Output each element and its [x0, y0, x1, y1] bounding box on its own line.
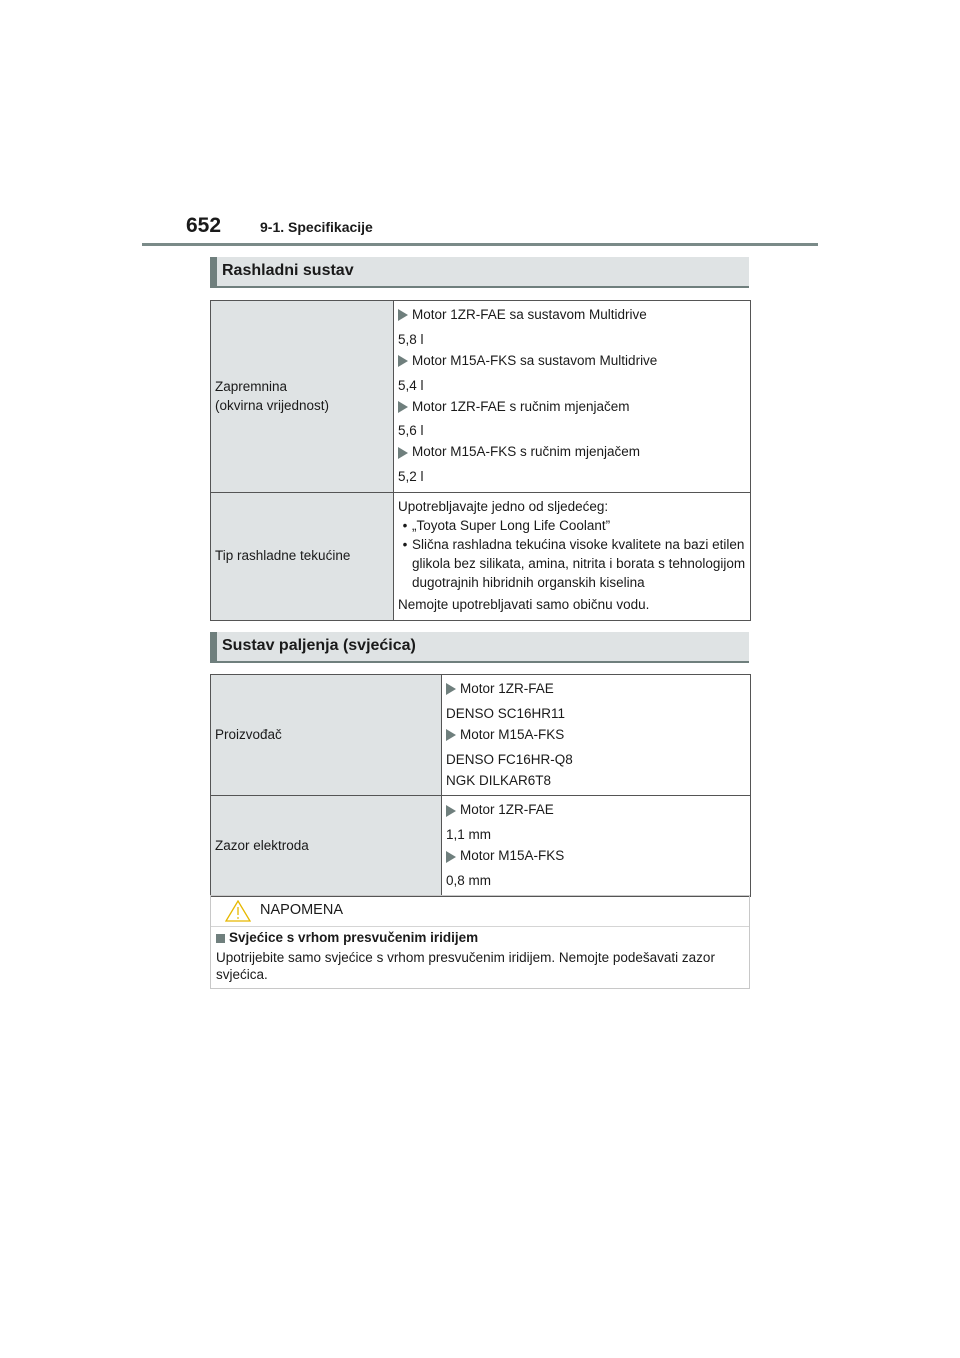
ignition-spec-table: [210, 674, 751, 897]
spark-plug-model: NGK DILKAR6T8: [446, 772, 552, 788]
coolant-type-value-cell: [394, 493, 751, 621]
engine-subheading: Motor 1ZR-FAE sa sustavom Multidrive: [398, 306, 746, 325]
capacity-value-cell: [394, 301, 751, 493]
table-row: [211, 301, 751, 493]
table-row: [211, 675, 751, 796]
heading-accent-bar: [210, 632, 217, 661]
gap-value: 0,8 mm: [446, 873, 492, 889]
triangle-right-icon: [398, 355, 408, 367]
notice-header: [211, 896, 749, 927]
spark-plug-model: DENSO FC16HR-Q8: [446, 751, 573, 767]
gap-value-cell: [442, 796, 751, 897]
heading-accent-bar: [210, 257, 217, 286]
triangle-right-icon: [446, 683, 456, 695]
cooling-section-heading: [210, 257, 749, 288]
triangle-right-icon: [398, 401, 408, 413]
cooling-spec-table: [210, 300, 751, 621]
triangle-right-icon: [446, 805, 456, 817]
capacity-value: 5,2 l: [398, 469, 424, 485]
capacity-label-cell: [211, 301, 394, 493]
notice-box: [210, 895, 750, 989]
table-row: [211, 796, 751, 897]
maker-label-cell: [211, 675, 442, 796]
triangle-right-icon: [446, 729, 456, 741]
coolant-intro: Upotrebljavajte jedno od sljedećeg:: [398, 498, 609, 514]
table-row: [211, 493, 751, 621]
notice-text: Upotrijebite samo svjećice s vrhom presvučenim iridijem. Nemojte podešavati zazor svjećica.: [216, 949, 715, 982]
coolant-type-label-cell: [211, 493, 394, 621]
gap-label-cell: [211, 796, 442, 897]
gap-value: 1,1 mm: [446, 827, 492, 843]
triangle-right-icon: [398, 309, 408, 321]
engine-subheading: Motor 1ZR-FAE: [446, 801, 746, 820]
triangle-right-icon: [446, 851, 456, 863]
notice-body: [211, 927, 749, 987]
ignition-section-title: Sustav paljenja (svjećica): [222, 637, 416, 654]
maker-value-cell: [442, 675, 751, 796]
capacity-label: Zapremnina: [215, 378, 288, 394]
maker-label: Proizvođač: [215, 726, 282, 742]
engine-subheading: Motor M15A-FKS: [446, 847, 746, 866]
page-number: 652: [186, 214, 222, 237]
bullet-icon: •: [402, 517, 408, 533]
capacity-value: 5,6 l: [398, 423, 424, 439]
engine-subheading: Motor M15A-FKS s ručnim mjenjačem: [398, 443, 746, 462]
gap-label: Zazor elektroda: [215, 837, 309, 853]
list-item: • „Toyota Super Long Life Coolant”: [398, 517, 746, 536]
triangle-right-icon: [398, 447, 408, 459]
notice-label: NAPOMENA: [260, 902, 343, 918]
square-bullet-icon: [216, 934, 225, 943]
engine-subheading: Motor M15A-FKS: [446, 726, 746, 745]
bullet-icon: •: [402, 536, 408, 552]
warning-triangle-icon: [225, 900, 251, 922]
cooling-section-title: Rashladni sustav: [222, 262, 354, 279]
capacity-value: 5,4 l: [398, 377, 424, 393]
engine-subheading: Motor 1ZR-FAE: [446, 680, 746, 699]
header-rule: [142, 243, 818, 246]
capacity-value: 5,8 l: [398, 331, 424, 347]
chapter-title: 9-1. Specifikacije: [260, 219, 373, 235]
list-item: • Slična rashladna tekućina visoke kvalitete na bazi etilen glikola bez silikata, amina, nitrita i borata s tehnologijom dugotrajnih hibridnih organskih kiselina: [398, 536, 746, 593]
ignition-section-heading: [210, 632, 749, 663]
spark-plug-model: DENSO SC16HR11: [446, 705, 566, 721]
notice-subheading: Svjećice s vrhom presvučenim iridijem: [216, 930, 744, 947]
coolant-warning-text: Nemojte upotrebljavati samo običnu vodu.: [398, 597, 650, 613]
engine-subheading: Motor M15A-FKS sa sustavom Multidrive: [398, 352, 746, 371]
coolant-type-label: Tip rashladne tekućine: [215, 548, 351, 564]
capacity-label-note: (okvirna vrijednost): [215, 397, 330, 413]
engine-subheading: Motor 1ZR-FAE s ručnim mjenjačem: [398, 398, 746, 417]
